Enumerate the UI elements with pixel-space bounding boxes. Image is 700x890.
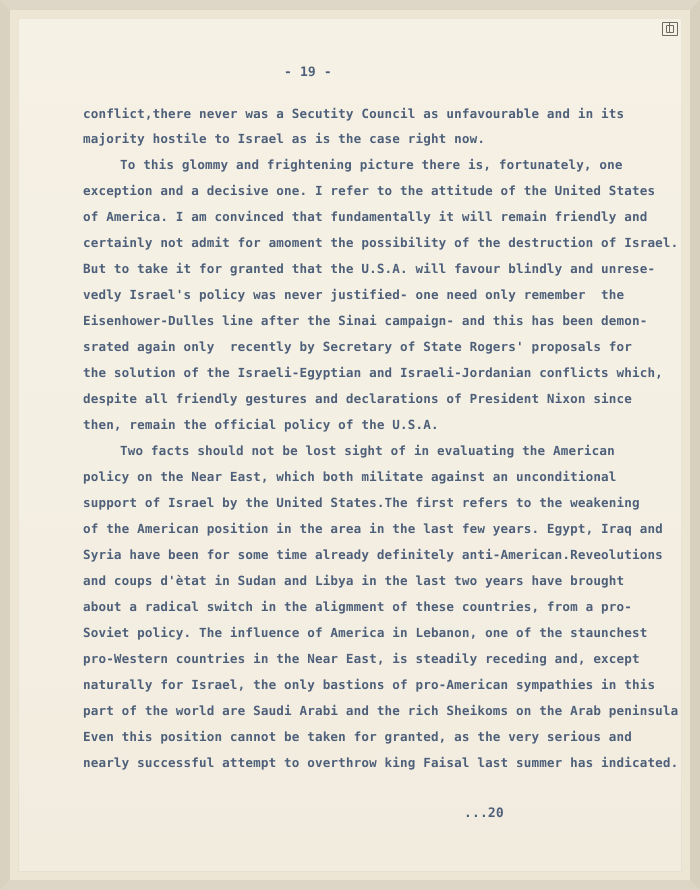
body-line-25: Even this position cannot be taken for granted, as the very serious and xyxy=(83,729,632,744)
body-line-4: exception and a decisive one. I refer to the attitude of the United States xyxy=(83,183,656,198)
body-line-5: of America. I am convinced that fundamentally it will remain friendly and xyxy=(83,209,648,224)
body-line-2: majority hostile to Israel as is the case right now. xyxy=(83,131,486,146)
body-line-19: and coups d'ètat in Sudan and Libya in the last two years have brought xyxy=(83,573,625,588)
body-line-1: conflict,there never was a Secutity Council as unfavourable and in its xyxy=(83,106,625,121)
body-line-3: To this glommy and frightening picture there is, fortunately, one xyxy=(120,157,623,172)
body-line-24: part of the world are Saudi Arabi and the rich Sheikoms on the Arab peninsula xyxy=(83,703,679,718)
body-line-12: despite all friendly gestures and declarations of President Nixon since xyxy=(83,391,632,406)
body-line-17: of the American position in the area in the last few years. Egypt, Iraq and xyxy=(83,521,663,536)
body-line-10: srated again only recently by Secretary of State Rogers' proposals for xyxy=(83,339,632,354)
body-line-22: pro-Western countries in the Near East, is steadily receding and, except xyxy=(83,651,640,666)
body-line-11: the solution of the Israeli-Egyptian and Israeli-Jordanian conflicts which, xyxy=(83,365,663,380)
body-line-6: certainly not admit for amoment the possibility of the destruction of Israel. xyxy=(83,235,679,250)
paper-page xyxy=(18,18,682,872)
body-line-20: about a radical switch in the aligmment of these countries, from a pro- xyxy=(83,599,632,614)
body-line-14: Two facts should not be lost sight of in evaluating the American xyxy=(120,443,615,458)
body-line-26: nearly successful attempt to overthrow king Faisal last summer has indicated. xyxy=(83,755,679,770)
body-line-8: vedly Israel's policy was never justified- one need only remember the xyxy=(83,287,625,302)
body-line-23: naturally for Israel, the only bastions of pro-American sympathies in this xyxy=(83,677,656,692)
page-number: - 19 - xyxy=(284,65,332,80)
body-line-21: Soviet policy. The influence of America in Lebanon, one of the staunchest xyxy=(83,625,648,640)
body-line-9: Eisenhower-Dulles line after the Sinai campaign- and this has been demon- xyxy=(83,313,648,328)
body-line-15: policy on the Near East, which both militate against an unconditional xyxy=(83,469,617,484)
body-line-18: Syria have been for some time already definitely anti-American.Reveolutions xyxy=(83,547,663,562)
archive-stamp-icon xyxy=(662,22,678,36)
body-line-16: support of Israel by the United States.The first refers to the weakening xyxy=(83,495,640,510)
continuation-marker: ...20 xyxy=(464,806,504,821)
body-line-13: then, remain the official policy of the U.S.A. xyxy=(83,417,439,432)
body-line-7: But to take it for granted that the U.S.A. will favour blindly and unrese- xyxy=(83,261,656,276)
